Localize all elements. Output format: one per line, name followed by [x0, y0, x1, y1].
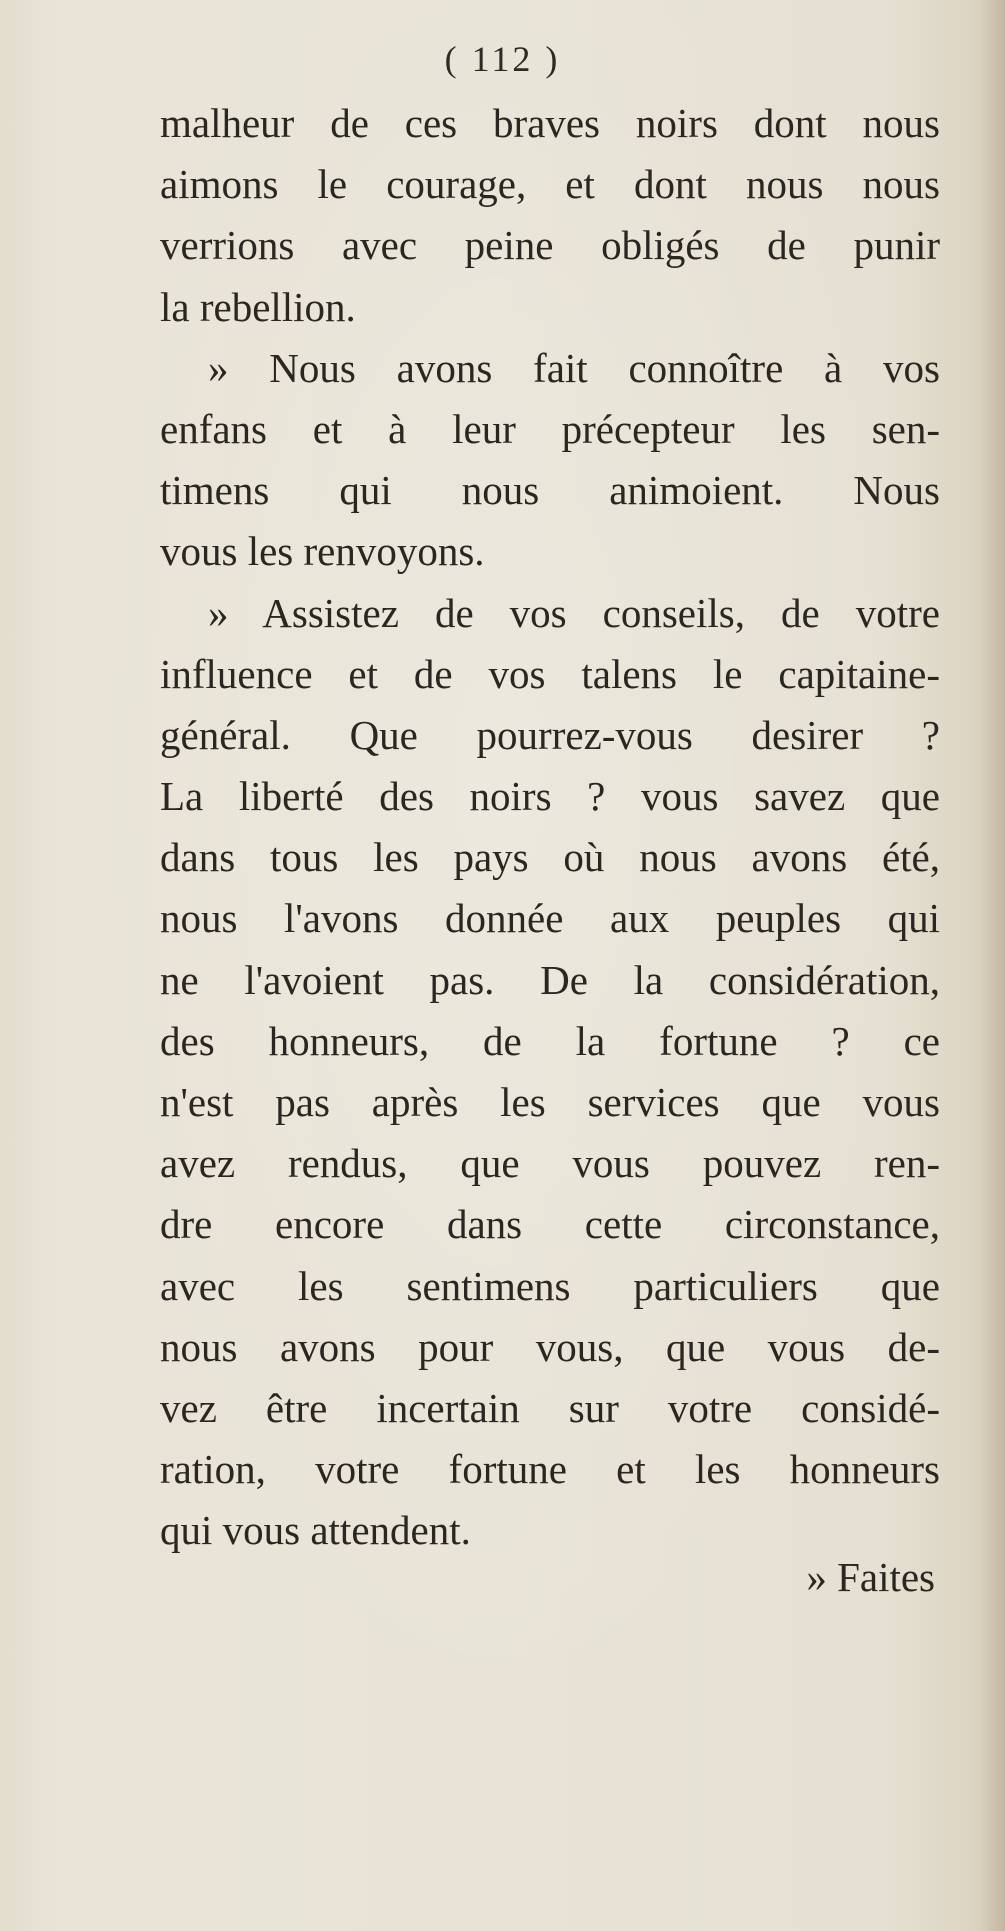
text-line: n'est pas après les services que vous: [160, 1079, 940, 1125]
text-line: nous l'avons donnée aux peuples qui: [160, 895, 940, 942]
text-line: aimons le courage, et dont nous nous: [160, 161, 940, 208]
text-line: dre encore dans cette circonstance,: [160, 1201, 940, 1248]
text-line: influence et de vos talens le capitaine-: [160, 650, 940, 697]
text-line: nous avons pour vous, que vous de-: [160, 1323, 940, 1370]
text-line: la rebellion.: [160, 283, 356, 330]
text-line: La liberté des noirs ? vous savez que: [160, 773, 940, 820]
text-line: avez rendus, que vous pouvez ren-: [160, 1140, 940, 1187]
text-line: avec les sentimens particuliers que: [160, 1262, 940, 1309]
text-line: ration, votre fortune et les honneurs: [160, 1446, 940, 1493]
text-line: enfans et à leur précepteur les sen-: [160, 405, 940, 452]
text-line: vez être incertain sur votre considé-: [160, 1384, 940, 1431]
text-line: » Assistez de vos conseils, de votre: [208, 589, 940, 636]
text-line: verrions avec peine obligés de punir: [160, 222, 940, 269]
page-edge-shadow: [979, 0, 1005, 1931]
text-line: vous les renvoyons.: [160, 528, 485, 575]
text-line: général. Que pourrez-vous desirer ?: [160, 711, 940, 758]
page-number: ( 112 ): [444, 39, 561, 79]
text-line: timens qui nous animoient. Nous: [160, 467, 940, 514]
text-line: dans tous les pays où nous avons été,: [160, 834, 940, 881]
text-line: des honneurs, de la fortune ? ce: [160, 1017, 940, 1064]
text-line: qui vous attendent.: [160, 1507, 471, 1554]
text-line: » Nous avons fait connoître à vos: [208, 344, 940, 391]
body-text: [160, 93, 940, 1562]
catchword: » Faites: [806, 1554, 935, 1600]
text-line: malheur de ces braves noirs dont nous: [160, 100, 940, 146]
text-line: ne l'avoient pas. De la considération,: [160, 956, 940, 1003]
